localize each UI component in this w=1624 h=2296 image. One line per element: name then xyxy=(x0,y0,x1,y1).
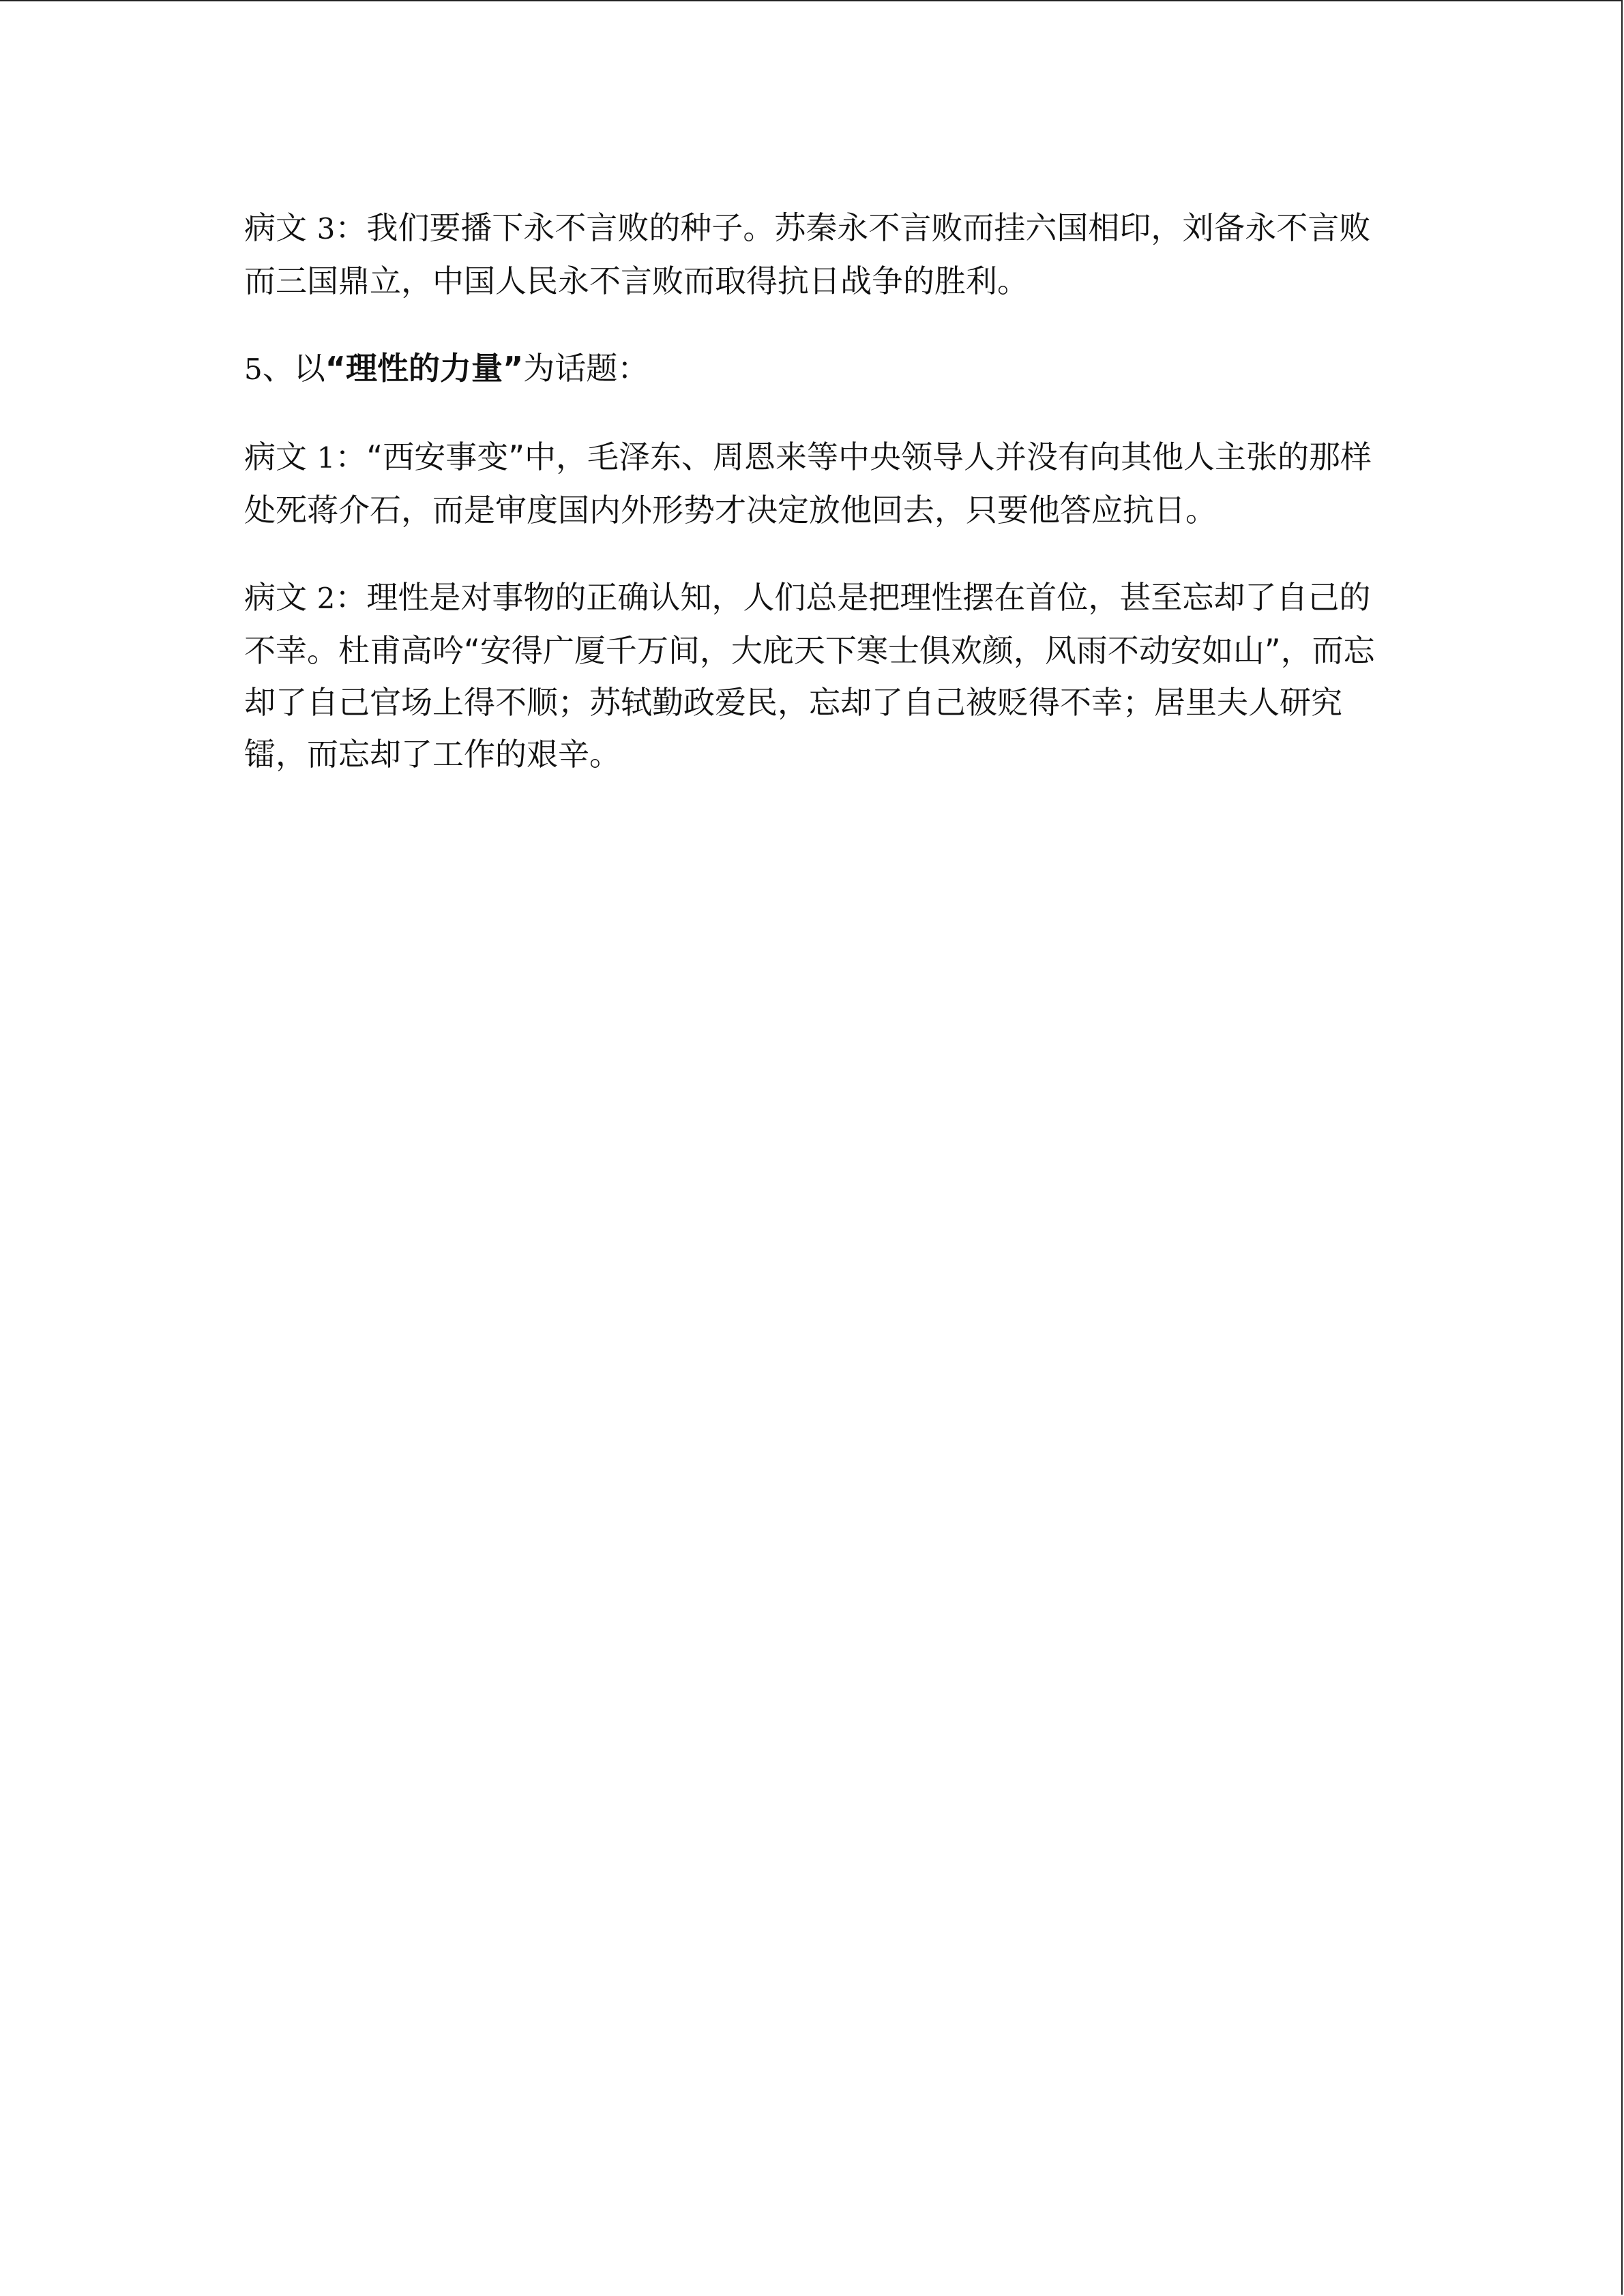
paragraph-text: 我们要播下永不言败的种子。苏秦永不言败而挂六国相印，刘备永不言败而三国鼎立，中国人民永不言败而取得抗日战争的胜利。 xyxy=(244,209,1371,299)
paragraph-bingwen-1 xyxy=(244,431,1376,536)
topic-number: 5 xyxy=(244,353,263,386)
paragraph-separator: ： xyxy=(335,438,367,475)
paragraph-label: 病文 xyxy=(244,438,307,475)
topic-heading xyxy=(244,342,1376,396)
paragraph-number: 1 xyxy=(316,441,336,475)
paragraph-number: 3 xyxy=(316,212,336,245)
paragraph-text: “西安事变”中，毛泽东、周恩来等中央领导人并没有向其他人主张的那样处死蒋介石，而是审度国内外形势才决定放他回去，只要他答应抗日。 xyxy=(244,438,1372,528)
paragraph-number: 2 xyxy=(316,582,336,615)
paragraph-label: 病文 xyxy=(244,579,307,616)
topic-suffix: 为话题： xyxy=(523,350,649,387)
topic-prefix: 、以 xyxy=(262,350,325,387)
paragraph-separator: ： xyxy=(335,209,367,246)
paragraph-separator: ： xyxy=(335,579,367,616)
paragraph-label: 病文 xyxy=(244,209,307,246)
document-body xyxy=(244,202,1376,816)
paragraph-bingwen-3 xyxy=(244,202,1376,307)
paragraph-bingwen-2 xyxy=(244,571,1376,780)
paragraph-text: 理性是对事物的正确认知，人们总是把理性摆在首位，甚至忘却了自己的不幸。杜甫高吟“安得广厦千万间，大庇天下寒士俱欢颜，风雨不动安如山”，而忘却了自己官场上得不顺；苏轼勤政爱民，忘却了自己被贬得不幸；居里夫人研究镭，而忘却了工作的艰辛。 xyxy=(244,579,1375,773)
topic-title: “理性的力量” xyxy=(325,350,524,387)
